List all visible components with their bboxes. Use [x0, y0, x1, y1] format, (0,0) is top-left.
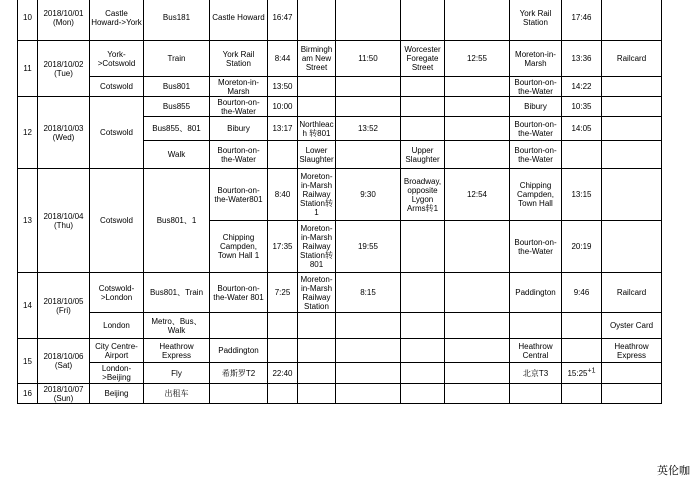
arrival-station: Bourton-on-the-Water: [510, 77, 562, 97]
departure-station: 希斯罗T2: [210, 363, 268, 384]
table-row: [18, 363, 662, 384]
next-day-marker: +1: [587, 366, 596, 374]
day-number: 15: [18, 339, 38, 384]
departure-time: 8:40: [268, 169, 298, 221]
departure-time: 8:44: [268, 41, 298, 77]
day-number: 11: [18, 41, 38, 97]
transfer-station: Moreton-in-Marsh Railway Station转1: [298, 169, 336, 221]
table-row: [18, 77, 662, 97]
departure-station: Bourton-on-the-Water801: [210, 169, 268, 221]
transport-cell: Bus801、Train: [144, 273, 210, 313]
transport-cell: Metro、Bus、Walk: [144, 313, 210, 339]
departure-station: Chipping Campden, Town Hall 1: [210, 221, 268, 273]
corner-label: 英伦咖: [657, 464, 690, 477]
route-cell: Beijing: [90, 384, 144, 404]
table-row: [18, 41, 662, 77]
route-cell: London: [90, 313, 144, 339]
arrival-station: Paddington: [510, 273, 562, 313]
note-cell: Railcard: [602, 273, 662, 313]
transfer-station: Northleach 转801: [298, 117, 336, 141]
day-number: 10: [18, 0, 38, 41]
departure-time: 13:17: [268, 117, 298, 141]
day-number: 16: [18, 384, 38, 404]
arrival-time: 14:22: [562, 77, 602, 97]
day-number: 12: [18, 97, 38, 169]
transfer-time: 8:15: [336, 273, 401, 313]
table-row: [18, 313, 662, 339]
table-row: [18, 97, 662, 117]
arrival-time: 13:15: [562, 169, 602, 221]
arrival-station: Bourton-on-the-Water: [510, 117, 562, 141]
transport-cell: Bus801: [144, 77, 210, 97]
transfer-time: 9:30: [336, 169, 401, 221]
arrival-time: 10:35: [562, 97, 602, 117]
arrival-station: Heathrow Central: [510, 339, 562, 363]
arrival-station: Bibury: [510, 97, 562, 117]
date-cell: 2018/10/04 (Thu): [38, 169, 90, 273]
transfer-time: 19:55: [336, 221, 401, 273]
route-cell: Castle Howard->York: [90, 0, 144, 41]
departure-station: Bourton-on-the-Water: [210, 97, 268, 117]
date-cell: 2018/10/02 (Tue): [38, 41, 90, 97]
arrival-time: 20:19: [562, 221, 602, 273]
route-cell: Cotswold: [90, 77, 144, 97]
arrival-time: $15:25^{+1}$: [562, 363, 602, 384]
transport-cell: Bus181: [144, 0, 210, 41]
arrival-station: Bourton-on-the-Water: [510, 141, 562, 169]
date-cell: 2018/10/03 (Wed): [38, 97, 90, 169]
transport-cell: Fly: [144, 363, 210, 384]
day-number: 14: [18, 273, 38, 339]
transfer-station: Birmingham New Street: [298, 41, 336, 77]
transfer-station: Lower Slaughter: [298, 141, 336, 169]
arrival-station: Chipping Campden, Town Hall: [510, 169, 562, 221]
transport-cell: Bus801、1: [144, 169, 210, 273]
transfer-station: Moreton-in-Marsh Railway Station: [298, 273, 336, 313]
transport-cell: Bus855、801: [144, 117, 210, 141]
route-cell: Cotswold: [90, 97, 144, 169]
note-cell: Railcard: [602, 41, 662, 77]
transfer-time: 12:55: [445, 41, 510, 77]
transfer-time: 12:54: [445, 169, 510, 221]
date-cell: 2018/10/01 (Mon): [38, 0, 90, 41]
departure-station: York Rail Station: [210, 41, 268, 77]
table-row: [18, 169, 662, 221]
transfer-station: Upper Slaughter: [401, 141, 445, 169]
arrival-time: 14:05: [562, 117, 602, 141]
transport-cell: 出租车: [144, 384, 210, 404]
date-cell: 2018/10/05 (Fri): [38, 273, 90, 339]
transfer-station: Worcester Foregate Street: [401, 41, 445, 77]
date-cell: 2018/10/07 (Sun): [38, 384, 90, 404]
transfer-station: Moreton-in-Marsh Railway Station转801: [298, 221, 336, 273]
transfer-time: 11:50: [336, 41, 401, 77]
transfer-time: 13:52: [336, 117, 401, 141]
route-cell: City Centre-Airport: [90, 339, 144, 363]
departure-station: Bibury: [210, 117, 268, 141]
table-row: [18, 384, 662, 404]
arrival-time: 17:46: [562, 0, 602, 41]
route-cell: London->Beijing: [90, 363, 144, 384]
departure-station: Bourton-on-the-Water 801: [210, 273, 268, 313]
transport-cell: Bus855: [144, 97, 210, 117]
arrival-station: 北京T3: [510, 363, 562, 384]
arrival-time: 9:46: [562, 273, 602, 313]
note-cell: Oyster Card: [602, 313, 662, 339]
arrival-station: York Rail Station: [510, 0, 562, 41]
departure-time: 16:47: [268, 0, 298, 41]
departure-time: 22:40: [268, 363, 298, 384]
departure-station: Castle Howard: [210, 0, 268, 41]
arrival-station: Bourton-on-the-Water: [510, 221, 562, 273]
transfer-station: Broadway, opposite Lygon Arms转1: [401, 169, 445, 221]
route-cell: Cotswold->London: [90, 273, 144, 313]
arrival-time: 13:36: [562, 41, 602, 77]
route-cell: York->Cotswold: [90, 41, 144, 77]
table-row: [18, 339, 662, 363]
table-row: [18, 273, 662, 313]
day-number: 13: [18, 169, 38, 273]
date-cell: 2018/10/06 (Sat): [38, 339, 90, 384]
departure-station: Paddington: [210, 339, 268, 363]
arrival-station: Moreton-in-Marsh: [510, 41, 562, 77]
note-cell: Heathrow Express: [602, 339, 662, 363]
departure-station: Moreton-in-Marsh: [210, 77, 268, 97]
departure-time: 7:25: [268, 273, 298, 313]
transport-cell: Walk: [144, 141, 210, 169]
departure-station: Bourton-on-the-Water: [210, 141, 268, 169]
departure-time: 13:50: [268, 77, 298, 97]
itinerary-table: [17, 0, 662, 404]
table-row: [18, 0, 662, 41]
departure-time: 10:00: [268, 97, 298, 117]
route-cell: Cotswold: [90, 169, 144, 273]
transport-cell: Train: [144, 41, 210, 77]
departure-time: 17:35: [268, 221, 298, 273]
transport-cell: Heathrow Express: [144, 339, 210, 363]
